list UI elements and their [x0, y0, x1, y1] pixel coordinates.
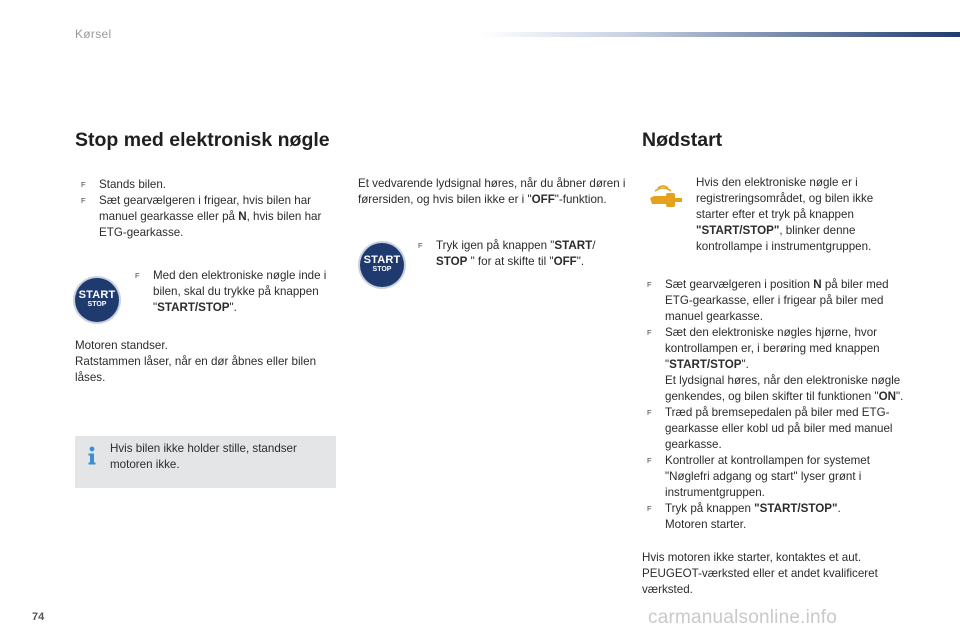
left-result-text	[75, 338, 340, 386]
middle-paragraph: Et vedvarende lydsignal høres, når du åbner døren i førersiden, og hvis bilen ikke er i "OFF"-funktion.	[358, 177, 626, 206]
right-closing: Hvis motoren ikke starter, kontaktes et aut. PEUGEOT-værksted eller et andet kvalificeret værksted.	[642, 551, 878, 596]
step-key-contact: F Sæt den elektroniske nøgles hjørne, hvor kontrollampen er, i berøring med knappen "START/STOP". Et lydsignal høres, når den elektroniske nøgle genkendes, og bilen skifter til funktionen "ON".	[647, 325, 909, 405]
right-step-list	[647, 277, 909, 533]
watermark: carmanualsonline.info	[648, 607, 838, 628]
steering-lock-text: Ratstammen låser, når en dør åbnes eller bilen låses.	[75, 355, 317, 384]
info-note-text: Hvis bilen ikke holder stille, standser motoren ikke.	[110, 442, 297, 471]
right-intro: Hvis den elektroniske nøgle er i registreringsområdet, og bilen ikke starter efter et tryk på knappen "START/STOP", blinker denne kontrollampe i instrumentgruppen.	[696, 176, 874, 253]
left-step-list	[81, 177, 343, 241]
step-gear-neutral: F Sæt gearvælgeren i frigear, hvis bilen har manuel gearkasse eller på N, hvis bilen har ETG-gearkasse.	[81, 193, 343, 241]
left-title: Stop med elektronisk nøgle	[75, 129, 330, 151]
start-stop-button-icon: START STOP	[75, 278, 119, 322]
header-bar	[480, 32, 960, 37]
left-key-step: F Med den elektroniske nøgle inde i bilen, skal du trykke på knappen "START/STOP".	[135, 268, 340, 316]
middle-step: F Tryk igen på knappen "START/ STOP " for at skifte til "OFF".	[418, 238, 623, 270]
section-label: Kørsel	[75, 27, 112, 41]
step-brake-pedal: F Træd på bremsepedalen på biler med ETG-gearkasse eller kobl ud på biler med manuel gearkasse.	[647, 405, 909, 453]
key-warning-icon	[644, 184, 684, 212]
step-gear-position: F Sæt gearvælgeren i position N på biler med ETG-gearkasse, eller i frigear på biler med manuel gearkasse.	[647, 277, 909, 325]
right-title: Nødstart	[642, 129, 723, 151]
start-stop-button-icon-2: START STOP	[360, 243, 404, 287]
step-check-lamp: F Kontroller at kontrollampen for systemet "Nøglefri adgang og start" lyser grønt i instrumentgruppen.	[647, 453, 909, 501]
step-press-start: F Tryk på knappen "START/STOP". Motoren starter.	[647, 501, 909, 533]
step-stop-car: F Stands bilen.	[81, 177, 343, 193]
page-number: 74	[32, 611, 45, 623]
engine-stops-text: Motoren standser.	[75, 339, 168, 352]
info-icon	[87, 446, 97, 466]
